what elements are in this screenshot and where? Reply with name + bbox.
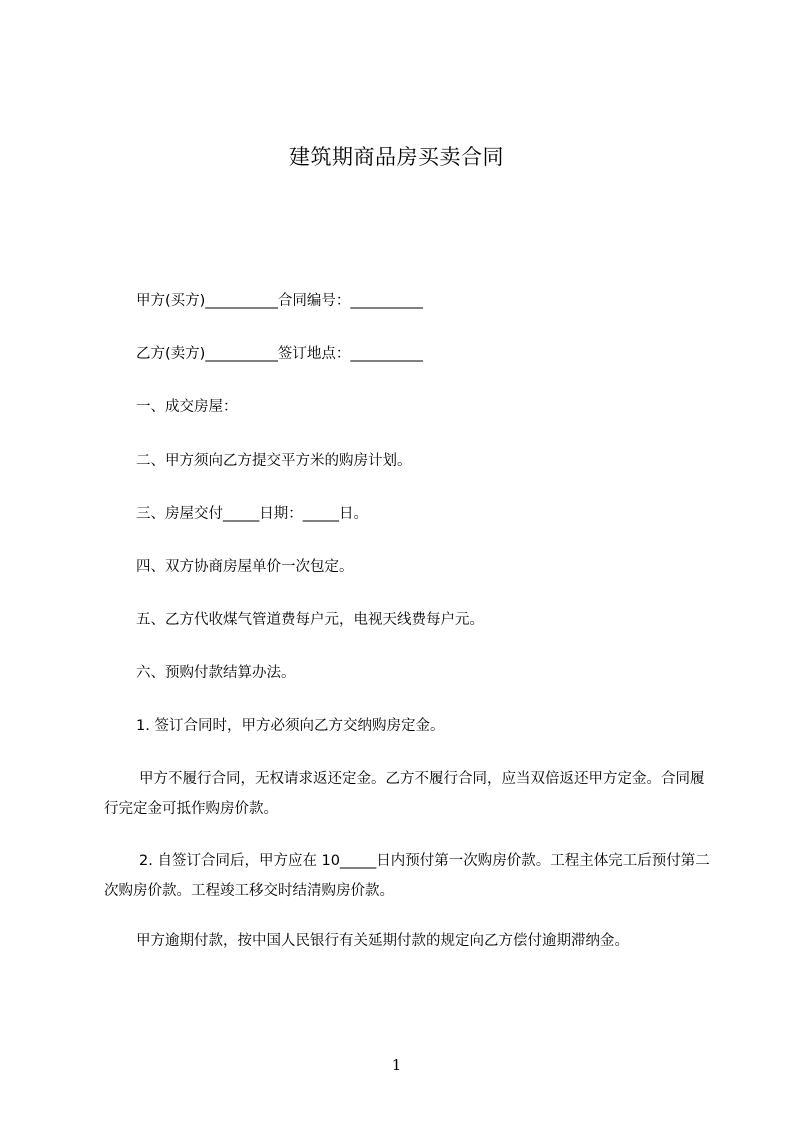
page-number: 1 xyxy=(391,1056,402,1074)
clause-1-line: 1. 签订合同时，甲方必须向乙方交纳购房定金。 xyxy=(136,718,445,734)
party-b-line: 乙方(卖方)__________签订地点：__________ xyxy=(136,346,423,362)
party-a-line: 甲方(买方)__________合同编号：__________ xyxy=(136,293,423,309)
late-payment-line: 甲方逾期付款，按中国人民银行有关延期付款的规定向乙方偿付逾期滞纳金。 xyxy=(136,933,629,949)
deposit-rule-paragraph: 甲方不履行合同，无权请求返还定金。乙方不履行合同，应当双倍返还甲方定金。合同履行完定金可抵作购房价款。 xyxy=(104,771,705,817)
item-4-line: 四、双方协商房屋单价一次包定。 xyxy=(136,559,354,575)
item-5-line: 五、乙方代收煤气管道费每户元，电视天线费每户元。 xyxy=(136,612,484,628)
item-1-line: 一、成交房屋： xyxy=(136,399,238,415)
item-2-line: 二、甲方须向乙方提交平方米的购房计划。 xyxy=(136,453,412,469)
item-6-line: 六、预购付款结算办法。 xyxy=(136,665,296,681)
item-3-line: 三、房屋交付_____日期：_____日。 xyxy=(136,506,368,522)
document-title: 建筑期商品房买卖合同 xyxy=(289,145,504,169)
clause-2-paragraph: 2. 自签订合同后，甲方应在 10_____日内预付第一次购房价款。工程主体完工后预付第二次购房价款。工程竣工移交时结清购房价款。 xyxy=(104,853,710,899)
